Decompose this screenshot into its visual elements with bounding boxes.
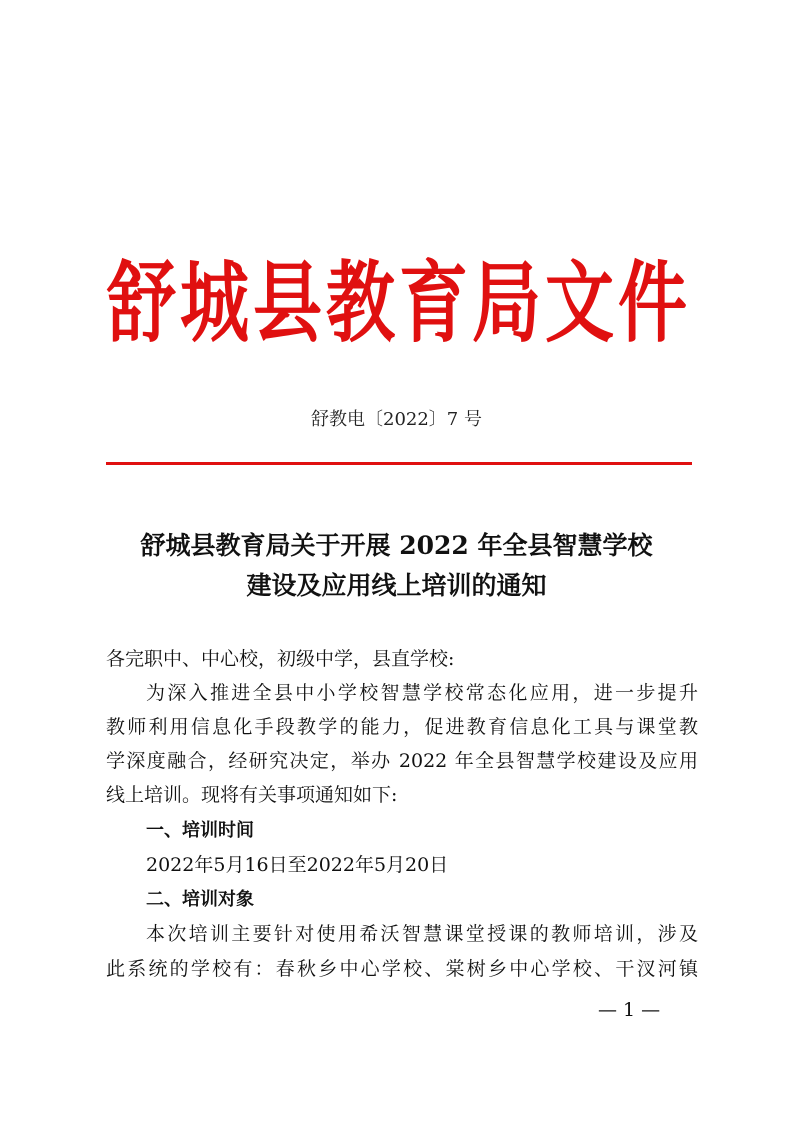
section-2-line-2: 此系统的学校有：春秋乡中心学校、棠树乡中心学校、干汊河镇 — [106, 958, 698, 980]
intro-line-3: 学深度融合，经研究决定，举办 2022 年全县智慧学校建设及应用 — [106, 750, 698, 772]
document-number: 舒教电〔2022〕7 号 — [311, 409, 482, 430]
intro-line-4: 线上培训。现将有关事项通知如下: — [106, 784, 398, 806]
section-1-content: 2022年5月16日至2022年5月20日 — [146, 854, 449, 876]
red-divider-line — [106, 462, 692, 465]
notice-title-line-1: 舒城县教育局关于开展 2022 年全县智慧学校 — [140, 531, 653, 560]
page-number: — 1 — — [598, 999, 661, 1021]
notice-title — [100, 526, 693, 606]
notice-title-line-2: 建设及应用线上培训的通知 — [246, 571, 547, 600]
section-1-heading: 一、培训时间 — [146, 820, 254, 841]
agency-title: 舒城县教育局文件 — [107, 252, 691, 356]
intro-line-2: 教师利用信息化手段教学的能力，促进教育信息化工具与课堂教 — [106, 716, 698, 738]
intro-line-1: 为深入推进全县中小学校智慧学校常态化应用，进一步提升 — [146, 682, 698, 704]
section-2-heading: 二、培训对象 — [146, 889, 254, 910]
salutation: 各完职中、中心校，初级中学，县直学校: — [106, 648, 455, 670]
section-2-line-1: 本次培训主要针对使用希沃智慧课堂授课的教师培训，涉及 — [146, 923, 698, 945]
